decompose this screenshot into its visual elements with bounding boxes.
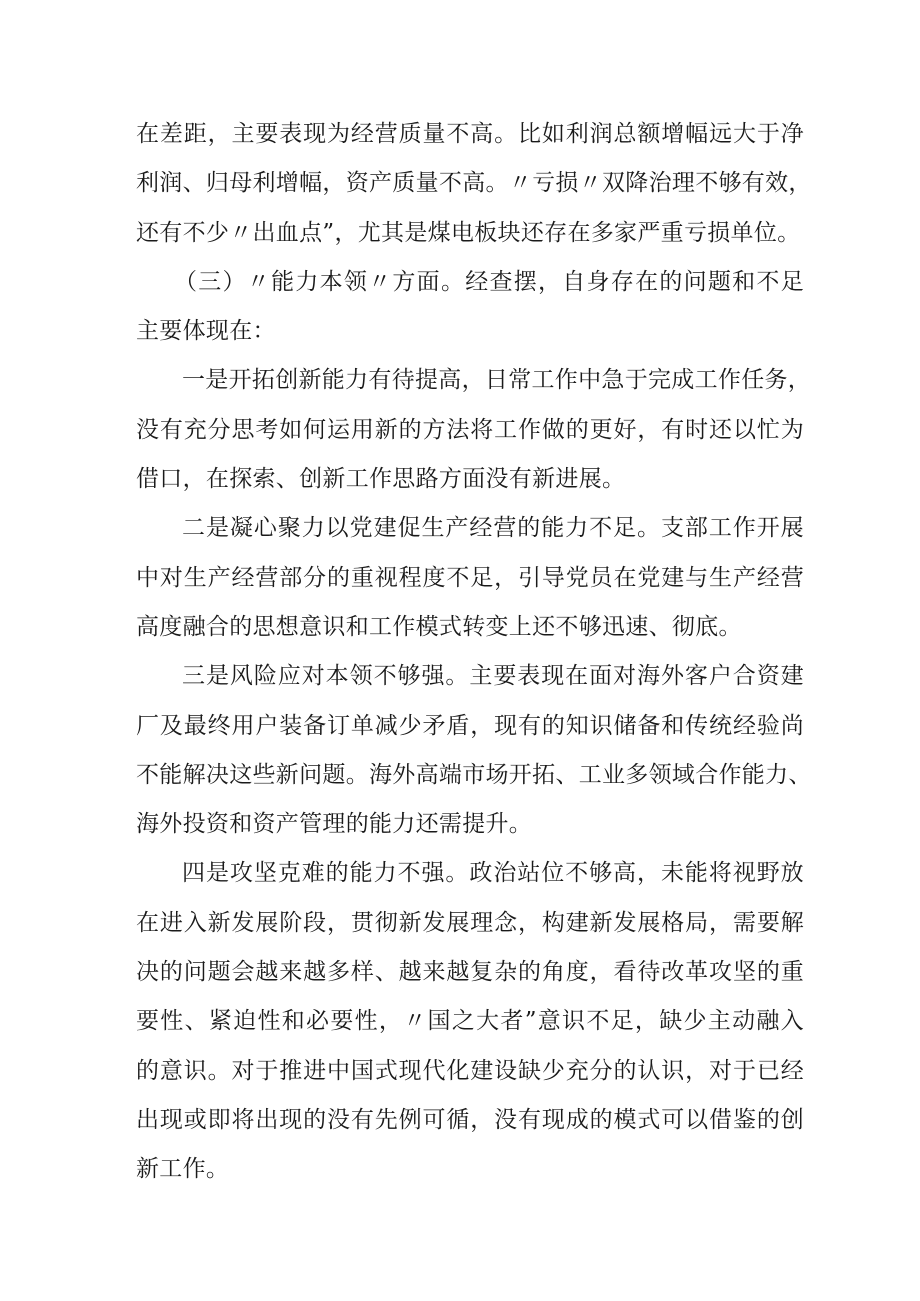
paragraph-line: 新工作。	[136, 1156, 230, 1183]
paragraph-line: 没有充分思考如何运用新的方法将工作做的更好，有时还以忙为	[136, 416, 804, 443]
paragraph-line: 出现或即将出现的没有先例可循，没有现成的模式可以借鉴的创	[136, 1106, 804, 1133]
paragraph-line: 高度融合的思想意识和工作模式转变上还不够迅速、彻底。	[136, 613, 742, 640]
paragraph-line: 在进入新发展阶段，贯彻新发展理念，构建新发展格局，需要解	[136, 909, 804, 936]
section-heading-line: （三）〃能力本领〃方面。经查摆，自身存在的问题和不足	[174, 268, 804, 295]
paragraph-line: 四是攻坚克难的能力不强。政治站位不够高，未能将视野放	[182, 860, 804, 887]
paragraph-line: 的意识。对于推进中国式现代化建设缺少充分的认识，对于已经	[136, 1057, 804, 1084]
paragraph-line: 借口，在探索、创新工作思路方面没有新进展。	[136, 466, 626, 493]
paragraph-line: 要性、紧迫性和必要性，〃国之大者”意识不足，缺少主动融入	[136, 1008, 804, 1035]
paragraph-line: 海外投资和资产管理的能力还需提升。	[136, 811, 533, 838]
paragraph-line: 利润、归母利增幅，资产质量不高。〃亏损〃双降治理不够有效，	[136, 170, 812, 197]
paragraph-line: 在差距，主要表现为经营质量不高。比如利润总额增幅远大于净	[136, 121, 804, 147]
paragraph-line: 决的问题会越来越多样、越来越复杂的角度，看待改革攻坚的重	[136, 959, 804, 986]
document-body	[136, 110, 812, 1195]
paragraph-line: 三是风险应对本领不够强。主要表现在面对海外客户合资建	[182, 663, 804, 690]
paragraph-line: 中对生产经营部分的重视程度不足，引导党员在党建与生产经营	[136, 564, 804, 591]
paragraph-line: 还有不少〃出血点”，尤其是煤电板块还存在多家严重亏损单位。	[136, 219, 801, 246]
paragraph-line: 不能解决这些新问题。海外高端市场开拓、工业多领域合作能力、	[136, 761, 812, 788]
paragraph-line: 一是开拓创新能力有待提高，日常工作中急于完成工作任务，	[182, 367, 812, 394]
paragraph-line: 二是凝心聚力以党建促生产经营的能力不足。支部工作开展	[182, 515, 804, 542]
paragraph-line: 厂及最终用户装备订单减少矛盾，现有的知识储备和传统经验尚	[136, 712, 804, 739]
section-heading-line: 主要体现在：	[136, 318, 276, 345]
